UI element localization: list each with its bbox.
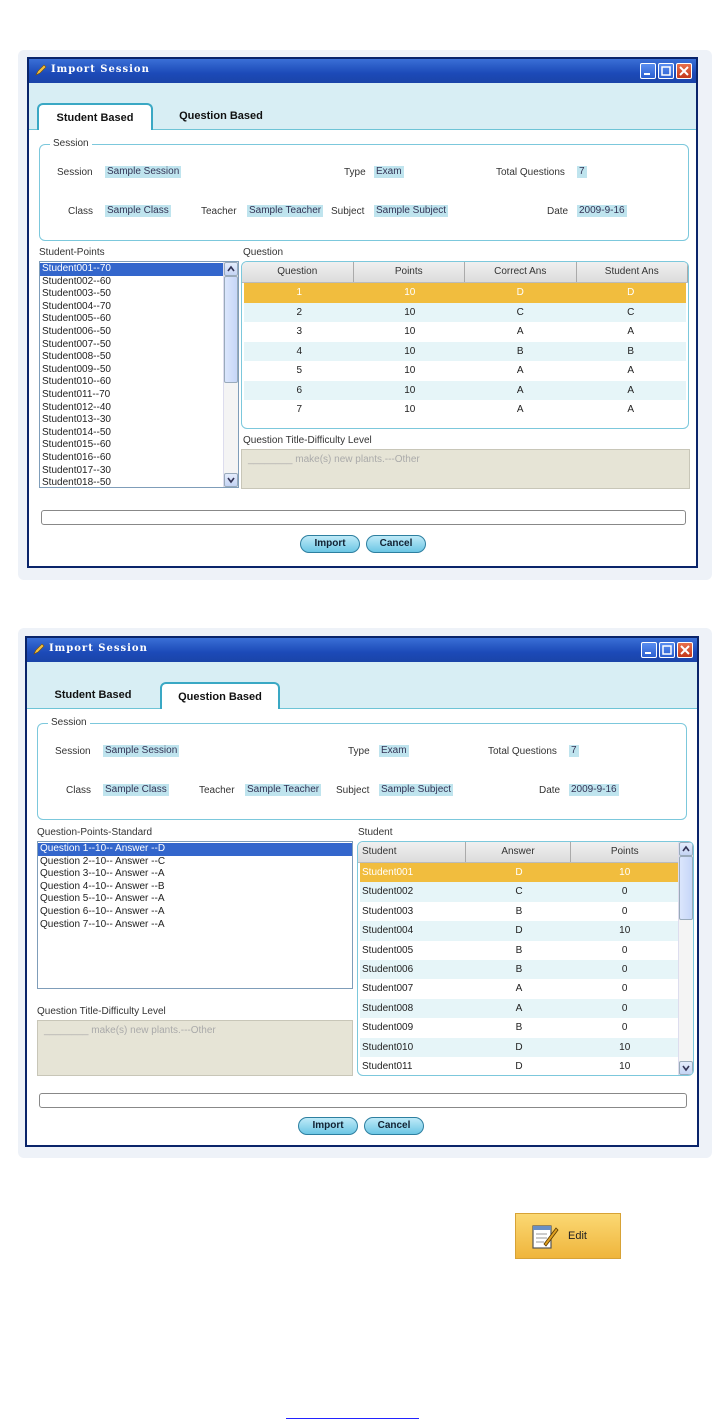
table-row[interactable]: [360, 979, 678, 998]
import-progress-bar: [39, 1093, 687, 1108]
subject-label: Subject: [331, 206, 365, 217]
cancel-button[interactable]: Cancel: [364, 1117, 424, 1135]
list-item[interactable]: Student008--50: [42, 351, 111, 363]
column-header[interactable]: Answer: [466, 842, 572, 862]
table-cell: 10: [404, 287, 416, 298]
list-item[interactable]: Question 5--10-- Answer --A: [40, 893, 165, 905]
chevron-up-icon: [225, 263, 237, 275]
table-row[interactable]: [360, 882, 678, 901]
question-title-box: ________ make(s) new plants.---Other: [37, 1020, 353, 1076]
table-cell: 10: [619, 1041, 631, 1053]
list-item[interactable]: Student015--60: [42, 439, 111, 451]
list-item[interactable]: Student007--50: [42, 338, 111, 350]
import-progress-bar: [41, 510, 686, 525]
question-points-list[interactable]: [37, 841, 353, 989]
table-row[interactable]: [360, 941, 678, 960]
table-cell: 10: [404, 326, 416, 337]
table-cell: B: [516, 345, 524, 357]
table-cell: 0: [621, 1022, 628, 1034]
import-button[interactable]: Import: [298, 1117, 358, 1135]
type-value: Exam: [376, 166, 402, 177]
table-cell: A: [515, 983, 523, 995]
question-title-box: ________ make(s) new plants.---Other: [241, 449, 690, 489]
close-icon: [679, 66, 689, 76]
cancel-button[interactable]: Cancel: [366, 535, 426, 553]
type-label: Type: [348, 746, 370, 757]
table-cell: D: [515, 1060, 523, 1072]
list-item[interactable]: Student005--60: [42, 313, 111, 325]
table-cell: Student009: [362, 1022, 414, 1034]
table-cell: 10: [404, 306, 416, 318]
teacher-label: Teacher: [201, 206, 237, 217]
list-item[interactable]: Question 3--10-- Answer --A: [40, 868, 165, 880]
student-points-label: Student-Points: [39, 247, 105, 258]
table-cell: Student011: [362, 1060, 413, 1072]
table-cell: C: [516, 306, 524, 318]
table-cell: 4: [296, 345, 303, 357]
table-cell: 10: [619, 867, 631, 878]
subject-value: Sample Subject: [376, 205, 447, 216]
subject-value: Sample Subject: [381, 784, 452, 795]
question-points-standard-label: Question-Points-Standard: [37, 827, 153, 838]
table-cell: 7: [296, 404, 303, 415]
maximize-icon: [661, 66, 671, 76]
table-cell: 0: [621, 983, 628, 995]
table-cell: 10: [404, 404, 416, 415]
table-cell: 10: [404, 384, 416, 396]
teacher-label: Teacher: [199, 785, 235, 796]
question-title-label: Question Title-Difficulty Level: [243, 435, 372, 446]
tab-question-based[interactable]: Question Based: [179, 110, 263, 122]
close-button[interactable]: [677, 642, 693, 658]
table-cell: A: [515, 1002, 523, 1014]
list-item[interactable]: Student012--40: [42, 401, 111, 413]
session-group-label: Session: [50, 138, 92, 149]
table-cell: A: [627, 365, 635, 376]
student-grid-scrollbar[interactable]: [678, 842, 693, 1075]
table-cell: D: [515, 867, 523, 878]
column-header[interactable]: Correct Ans: [465, 262, 577, 282]
list-item[interactable]: Student011--70: [42, 388, 111, 400]
scroll-thumb[interactable]: [224, 276, 238, 383]
table-cell: A: [627, 326, 635, 337]
table-cell: 0: [621, 1002, 628, 1014]
table-row[interactable]: [244, 342, 686, 362]
table-cell: D: [516, 287, 524, 298]
chevron-up-icon: [680, 843, 692, 855]
table-cell: Student010: [362, 1041, 414, 1053]
table-cell: A: [516, 384, 524, 396]
table-cell: B: [515, 963, 523, 975]
table-row[interactable]: [360, 960, 678, 979]
table-row[interactable]: [360, 902, 678, 921]
scroll-up-button[interactable]: [679, 842, 693, 856]
total-questions-label: Total Questions: [496, 167, 565, 178]
total-questions-value: 7: [571, 745, 577, 756]
scroll-down-button[interactable]: [679, 1061, 693, 1075]
session-value: Sample Session: [107, 166, 180, 177]
type-value: Exam: [381, 745, 407, 756]
table-cell: 10: [619, 925, 631, 937]
student-label: Student: [358, 827, 393, 838]
class-label: Class: [68, 206, 94, 217]
table-cell: 10: [404, 345, 416, 357]
table-cell: B: [627, 345, 635, 357]
tab-strip: [27, 662, 697, 709]
student-list-scrollbar[interactable]: [223, 262, 238, 487]
question-grid: [241, 261, 689, 429]
chevron-down-icon: [680, 1062, 692, 1074]
window-title: Import Session: [51, 64, 150, 75]
session-group: [39, 138, 689, 241]
tab-student-based[interactable]: Student Based: [54, 689, 132, 701]
close-button[interactable]: [676, 63, 692, 79]
session-label: Session: [57, 167, 93, 178]
table-cell: D: [627, 287, 635, 298]
table-cell: 1: [296, 287, 303, 298]
table-cell: C: [515, 886, 523, 898]
minimize-button[interactable]: [641, 642, 657, 658]
table-cell: Student006: [362, 963, 414, 975]
table-row[interactable]: [360, 999, 678, 1018]
column-header[interactable]: Student Ans: [577, 262, 689, 282]
table-row[interactable]: [244, 361, 686, 381]
session-label: Session: [55, 746, 91, 757]
minimize-button[interactable]: [640, 63, 656, 79]
table-cell: B: [515, 1022, 523, 1034]
table-cell: D: [515, 1041, 523, 1053]
table-cell: 6: [296, 384, 303, 396]
table-cell: A: [516, 404, 524, 415]
list-item[interactable]: Question 6--10-- Answer --A: [40, 905, 165, 917]
list-item[interactable]: Student018--50: [42, 477, 111, 488]
table-cell: 3: [296, 326, 303, 337]
table-row[interactable]: [244, 381, 686, 401]
session-group: [37, 717, 687, 820]
import-button[interactable]: Import: [300, 535, 360, 553]
table-cell: A: [516, 365, 524, 376]
table-row[interactable]: [244, 303, 686, 323]
total-questions-label: Total Questions: [488, 746, 557, 757]
import-session-window-question-based: [25, 636, 699, 1147]
list-item[interactable]: Student009--50: [42, 363, 111, 375]
table-cell: B: [515, 905, 523, 917]
column-header[interactable]: Points: [571, 842, 679, 862]
table-cell: C: [627, 306, 635, 318]
table-cell: 0: [621, 944, 628, 956]
title-bar[interactable]: [29, 59, 696, 83]
list-item[interactable]: Question 4--10-- Answer --B: [40, 880, 165, 892]
table-cell: 10: [404, 365, 416, 376]
maximize-icon: [662, 645, 672, 655]
class-label: Class: [66, 785, 92, 796]
date-value: 2009-9-16: [571, 784, 617, 795]
table-cell: A: [516, 326, 524, 337]
subject-label: Subject: [336, 785, 370, 796]
session-value: Sample Session: [105, 745, 178, 756]
maximize-button[interactable]: [659, 642, 675, 658]
date-value: 2009-9-16: [579, 205, 625, 216]
column-header[interactable]: Points: [354, 262, 466, 282]
window-title: Import Session: [49, 643, 148, 654]
list-item[interactable]: Question 7--10-- Answer --A: [40, 918, 165, 930]
table-cell: Student003: [362, 905, 414, 917]
import-session-window-student-based: [27, 57, 698, 568]
edit-button-label: Edit: [568, 1230, 587, 1242]
table-cell: A: [627, 404, 635, 415]
table-cell: Student002: [362, 886, 414, 898]
list-item[interactable]: Student016--60: [42, 451, 111, 463]
table-cell: Student008: [362, 1002, 414, 1014]
student-points-list[interactable]: [39, 261, 239, 488]
edit-button[interactable]: [515, 1213, 621, 1259]
total-questions-value: 7: [579, 166, 585, 177]
question-label: Question: [243, 247, 284, 258]
footer-link-underline: [286, 1418, 419, 1419]
table-row[interactable]: [360, 1018, 678, 1037]
student-grid: [357, 841, 694, 1076]
list-item[interactable]: Student003--50: [42, 288, 111, 300]
list-item[interactable]: Question 2--10-- Answer --C: [40, 855, 166, 867]
session-group-label: Session: [48, 717, 90, 728]
table-row[interactable]: [360, 1038, 678, 1057]
table-cell: 2: [296, 306, 303, 318]
table-row[interactable]: [244, 400, 686, 420]
list-item[interactable]: Student017--30: [42, 464, 111, 476]
close-icon: [680, 645, 690, 655]
table-cell: B: [515, 944, 523, 956]
title-bar[interactable]: [27, 638, 697, 662]
date-label: Date: [547, 206, 569, 217]
table-cell: Student005: [362, 944, 414, 956]
table-row[interactable]: [360, 1057, 678, 1076]
class-value: Sample Class: [105, 784, 167, 795]
table-cell: Student001: [362, 867, 414, 878]
table-cell: 0: [621, 886, 628, 898]
table-row[interactable]: [360, 921, 678, 940]
app-pencil-icon: [35, 64, 47, 76]
edit-notepad-icon: [530, 1222, 560, 1252]
table-cell: D: [515, 925, 523, 937]
column-header[interactable]: Question: [242, 262, 354, 282]
list-item[interactable]: Student001--70: [40, 263, 224, 276]
tab-question-based[interactable]: Question Based: [160, 682, 280, 709]
table-cell: 10: [619, 1060, 631, 1072]
table-row[interactable]: [360, 863, 678, 882]
date-label: Date: [539, 785, 561, 796]
table-cell: 5: [296, 365, 303, 376]
minimize-icon: [643, 66, 653, 76]
table-cell: A: [627, 384, 635, 396]
chevron-down-icon: [225, 474, 237, 486]
maximize-button[interactable]: [658, 63, 674, 79]
table-row[interactable]: [244, 322, 686, 342]
table-cell: Student007: [362, 983, 414, 995]
scroll-down-button[interactable]: [224, 473, 238, 487]
list-item[interactable]: Question 1--10-- Answer --D: [38, 843, 352, 856]
list-item[interactable]: Student013--30: [42, 414, 111, 426]
scroll-thumb[interactable]: [679, 856, 693, 920]
class-value: Sample Class: [107, 205, 169, 216]
column-header[interactable]: Student: [358, 842, 466, 862]
minimize-icon: [644, 645, 654, 655]
tab-student-based[interactable]: Student Based: [37, 103, 153, 130]
list-item[interactable]: Student002--60: [42, 275, 111, 287]
teacher-value: Sample Teacher: [249, 205, 322, 216]
tab-strip: [29, 83, 696, 130]
scroll-up-button[interactable]: [224, 262, 238, 276]
table-cell: Student004: [362, 925, 414, 937]
question-title-label: Question Title-Difficulty Level: [37, 1006, 166, 1017]
list-item[interactable]: Student004--70: [42, 300, 111, 312]
teacher-value: Sample Teacher: [247, 784, 320, 795]
app-pencil-icon: [33, 643, 45, 655]
table-cell: 0: [621, 963, 628, 975]
list-item[interactable]: Student014--50: [42, 426, 111, 438]
table-row[interactable]: [244, 283, 686, 303]
table-cell: 0: [621, 905, 628, 917]
list-item[interactable]: Student006--50: [42, 325, 111, 337]
type-label: Type: [344, 167, 366, 178]
list-item[interactable]: Student010--60: [42, 376, 111, 388]
